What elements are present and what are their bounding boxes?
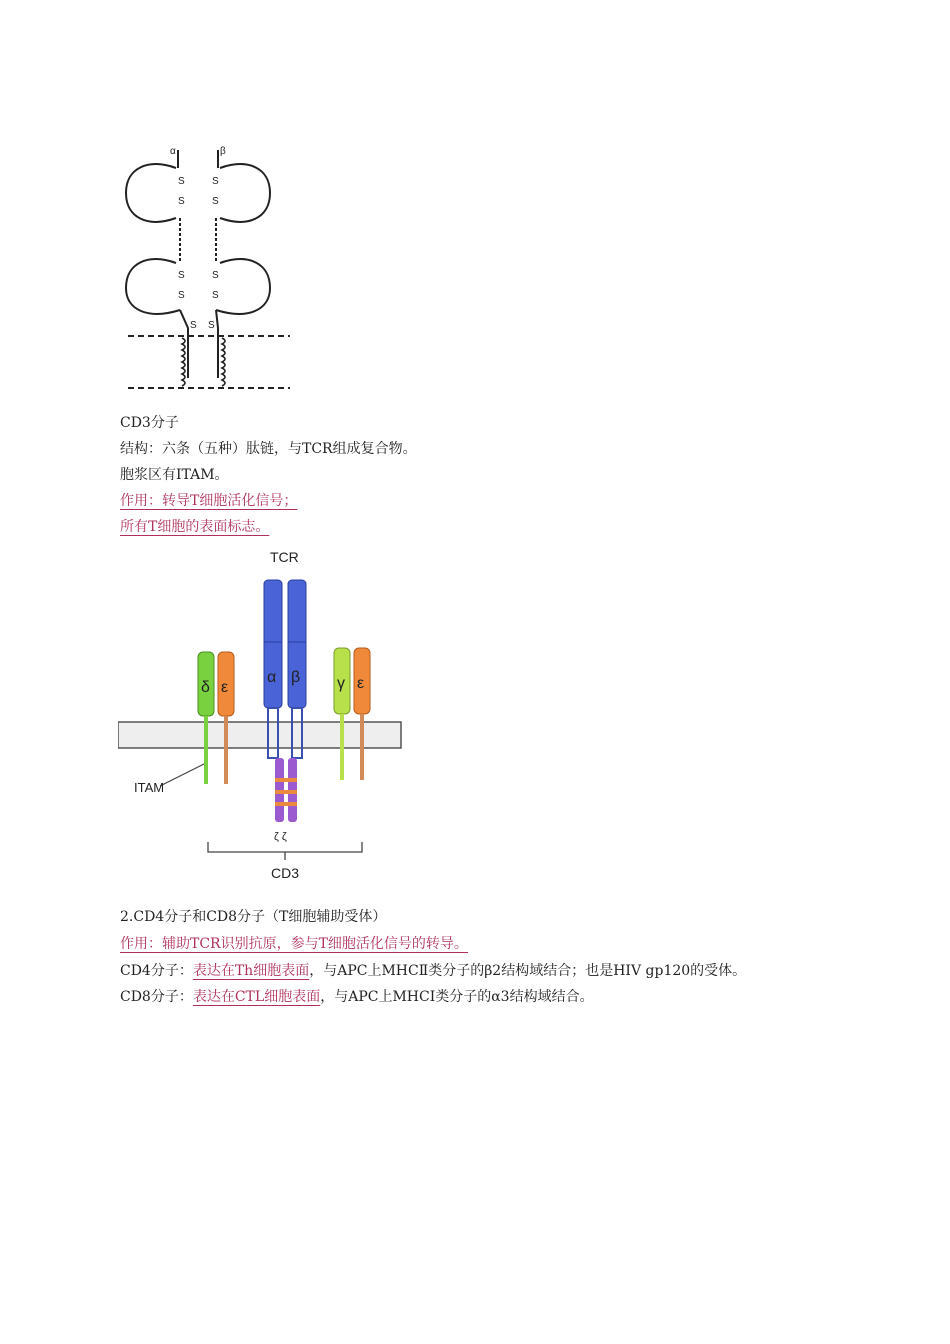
cd3-title: CD3分子 [120, 415, 179, 431]
cd8-highlight: 表达在CTL细胞表面 [192, 989, 321, 1005]
tcr-alpha-chain [264, 580, 282, 708]
cell-membrane [118, 722, 401, 748]
disulfide-s-7: S [212, 270, 219, 281]
cd8-description [120, 986, 594, 1008]
cd4-highlight: 表达在Th细胞表面 [192, 963, 310, 979]
cd3-structure: 结构：六条（五种）肽链，与TCR组成复合物。 [120, 441, 417, 457]
cd3-label: CD3 [271, 865, 300, 881]
tcr-label: TCR [270, 549, 299, 565]
tcr-structure-diagram [118, 138, 298, 400]
cd3-marker: 所有T细胞的表面标志。 [120, 519, 270, 535]
gamma-label: γ [337, 675, 345, 692]
epsilon-left-label: ε [221, 679, 229, 696]
alpha-label: α [267, 669, 277, 686]
disulfide-s-4: S [212, 196, 219, 207]
disulfide-s-1: S [178, 176, 185, 187]
cd8-prefix: CD8分子： [120, 989, 193, 1005]
cd4-prefix: CD4分子： [120, 963, 193, 979]
itam-label: ITAM [134, 780, 165, 795]
disulfide-s-8: S [212, 290, 219, 301]
alpha-chain-label: α [170, 146, 176, 157]
tcr-beta-chain [288, 580, 306, 708]
tcr-cd3-complex-diagram [118, 542, 418, 887]
disulfide-s-6: S [178, 290, 185, 301]
cd3-function: 作用：转导T细胞活化信号； [120, 493, 298, 509]
disulfide-s-2: S [178, 196, 185, 207]
cd4-cd8-function: 作用：辅助TCR识别抗原，参与T细胞活化信号的转导。 [120, 936, 468, 952]
cd3-itam: 胞浆区有ITAM。 [120, 467, 229, 483]
cd4-description [120, 960, 746, 982]
disulfide-s-9: S [190, 320, 197, 331]
beta-chain-label: β [220, 146, 226, 157]
delta-label: δ [201, 679, 210, 696]
epsilon-right-label: ε [357, 675, 365, 692]
disulfide-s-5: S [178, 270, 185, 281]
disulfide-s-10: S [208, 320, 215, 331]
beta-label: β [291, 669, 301, 686]
disulfide-s-3: S [212, 176, 219, 187]
cd8-rest: ，与APC上MHCⅠ类分子的α3结构域结合。 [320, 989, 594, 1005]
cd4-rest: ，与APC上MHCⅡ类分子的β2结构域结合；也是HIV gp120的受体。 [309, 963, 747, 979]
cd4-cd8-heading: 2.CD4分子和CD8分子（T细胞辅助受体） [120, 909, 387, 925]
zeta-label: ζ ζ [274, 831, 287, 843]
